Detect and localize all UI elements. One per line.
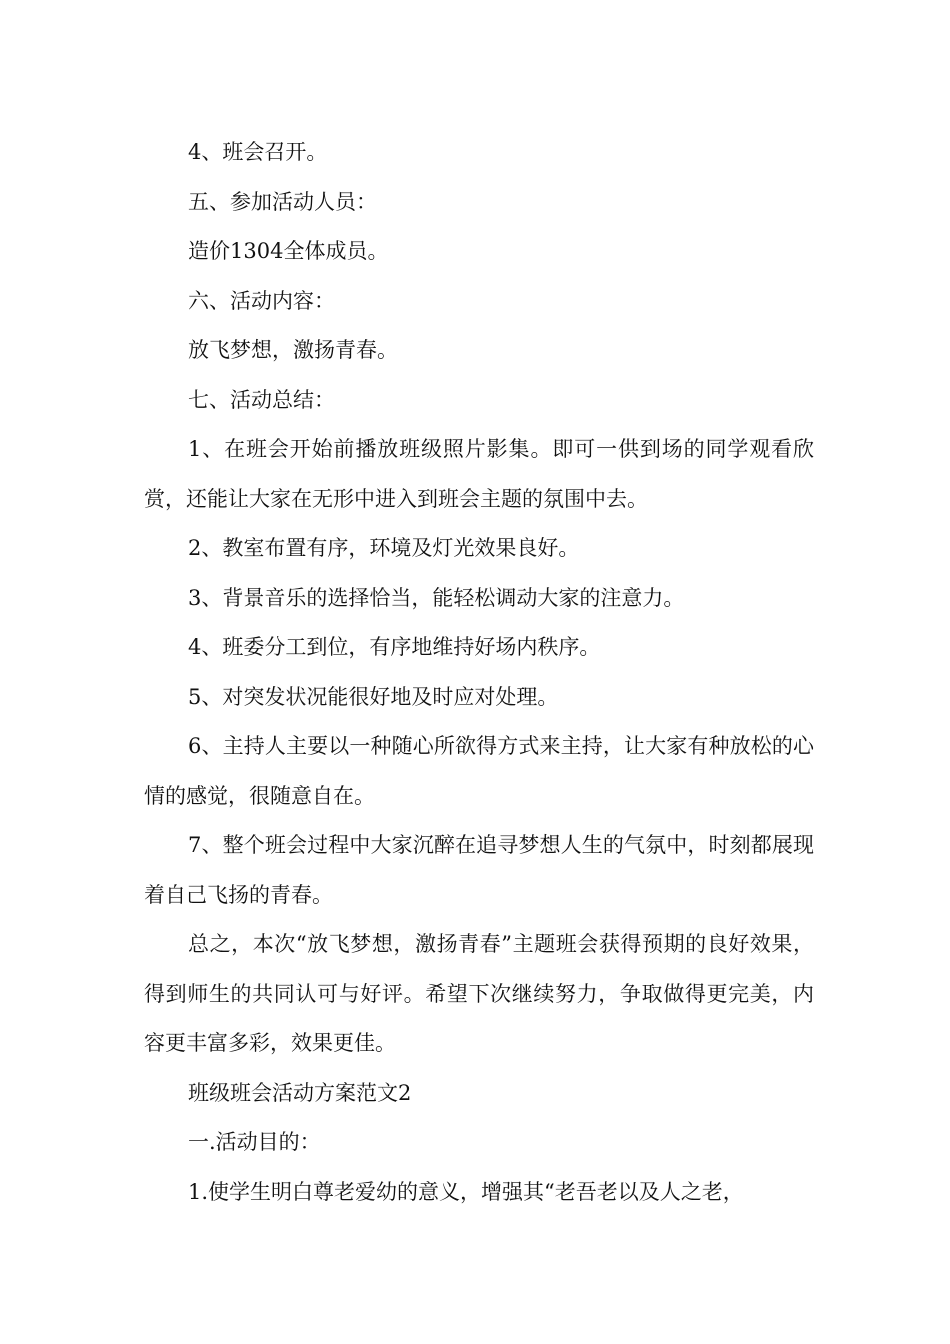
section-heading-participants: 五、参加活动人员： [188,189,377,214]
summary-item-7: 7、整个班会过程中大家沉醉在追寻梦想人生的气氛中，时刻都展现着自己飞扬的青春。 [144,833,814,907]
list-item-meeting-held: 4、班会召开。 [188,140,328,164]
paragraph-conclusion: 总之，本次“放飞梦想，激扬青春”主题班会获得预期的良好效果，得到师生的共同认可与好评。希望下次继续努力，争取做得更完美，内容更丰富多彩，效果更佳。 [144,932,814,1055]
section-heading-purpose: 一.活动目的： [188,1130,321,1154]
summary-item-2: 2、教室布置有序，环境及灯光效果良好。 [188,536,580,560]
document-subtitle: 班级班会活动方案范文2 [188,1080,412,1105]
section-heading-content: 六、活动内容： [188,288,335,313]
summary-item-3: 3、背景音乐的选择恰当，能轻松调动大家的注意力。 [188,585,685,610]
summary-item-4: 4、班委分工到位，有序地维持好场内秩序。 [188,635,601,659]
purpose-item-1: 1.使学生明白尊老爱幼的意义，增强其“老吾老以及人之老， [188,1179,744,1204]
document-body [144,128,814,1217]
summary-item-5: 5、对突发状况能很好地及时应对处理。 [188,684,559,709]
section-heading-summary: 七、活动总结： [188,387,335,412]
summary-item-1: 1、在班会开始前播放班级照片影集。即可一供到场的同学观看欣赏，还能让大家在无形中进入到班会主题的氛围中去。 [144,437,814,511]
paragraph-participants: 造价1304全体成员。 [188,239,389,263]
paragraph-content: 放飞梦想，激扬青春。 [188,338,398,362]
summary-item-6: 6、主持人主要以一种随心所欲得方式来主持，让大家有种放松的心情的感觉，很随意自在。 [144,734,814,808]
